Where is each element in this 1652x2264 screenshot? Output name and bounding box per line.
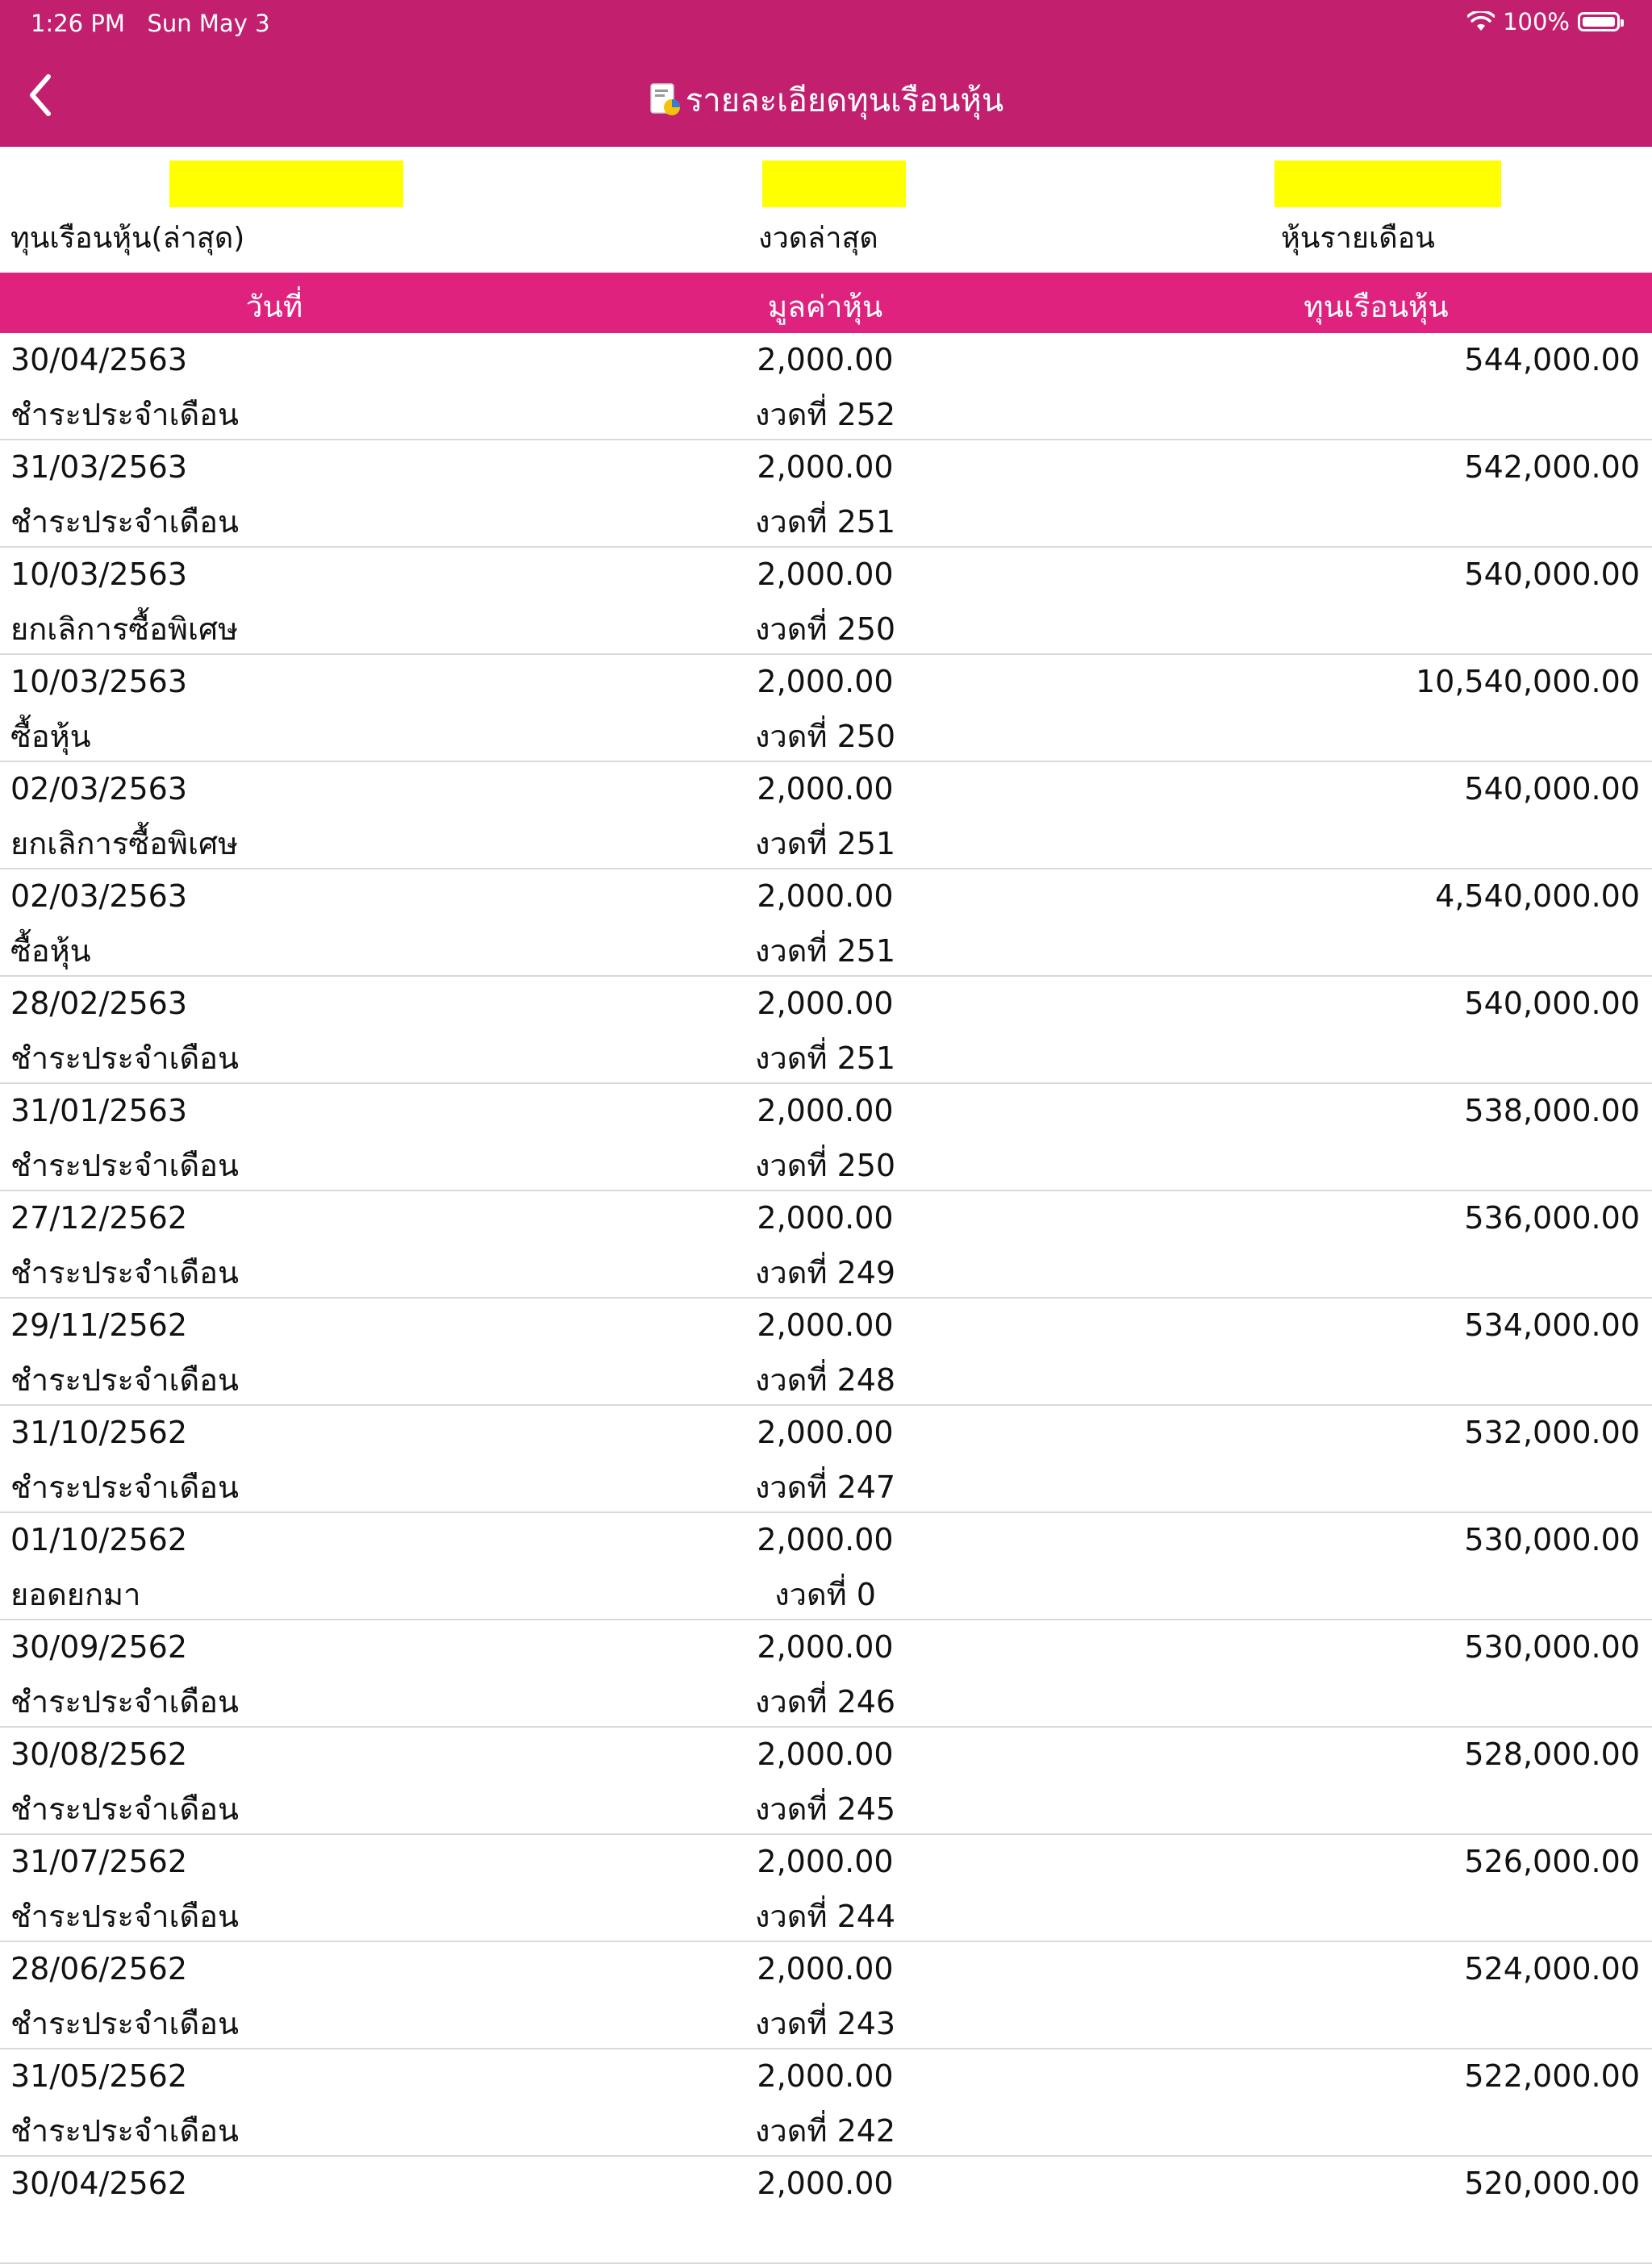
- table-row[interactable]: [0, 1942, 1652, 2049]
- row-balance: 532,000.00: [1464, 1415, 1640, 1450]
- row-share-value: 2,000.00: [757, 1737, 894, 1772]
- row-balance: 520,000.00: [1464, 2166, 1640, 2201]
- row-balance: 10,540,000.00: [1415, 664, 1640, 699]
- row-period: งวดที่ 251: [754, 933, 896, 969]
- row-date: 30/04/2563: [10, 342, 188, 377]
- status-date: Sun May 3: [147, 10, 270, 37]
- page-title-text: รายละเอียดทุนเรือนหุ้น: [685, 82, 1004, 119]
- table-row[interactable]: [0, 2049, 1652, 2157]
- row-share-value: 2,000.00: [757, 449, 894, 485]
- row-description: ยกเลิการซื้อพิเศษ: [10, 826, 239, 861]
- row-date: 30/09/2562: [10, 1629, 188, 1665]
- row-date: 01/10/2562: [10, 1522, 188, 1557]
- row-balance: 530,000.00: [1464, 1629, 1640, 1665]
- row-share-value: 2,000.00: [757, 1307, 894, 1343]
- status-time-date: [31, 10, 270, 37]
- navigation-bar: [0, 47, 1652, 147]
- table-row[interactable]: [0, 548, 1652, 655]
- table-row[interactable]: [0, 2157, 1652, 2264]
- row-description: ชำระประจำเดือน: [10, 1255, 239, 1290]
- latest-capital-label: ทุนเรือนหุ้น(ล่าสุด): [10, 222, 245, 255]
- wifi-icon: [1467, 11, 1495, 32]
- row-period: งวดที่ 249: [754, 1255, 896, 1290]
- row-description: ชำระประจำเดือน: [10, 1040, 239, 1076]
- row-description: ชำระประจำเดือน: [10, 2113, 239, 2149]
- row-share-value: 2,000.00: [757, 1522, 894, 1557]
- row-period: งวดที่ 246: [754, 1684, 896, 1720]
- table-header: [0, 273, 1652, 333]
- row-description: ซื้อหุ้น: [10, 719, 91, 754]
- row-share-value: 2,000.00: [757, 1093, 894, 1128]
- row-share-value: 2,000.00: [757, 771, 894, 807]
- row-balance: 526,000.00: [1464, 1844, 1640, 1879]
- row-date: 30/04/2562: [10, 2166, 188, 2201]
- row-description: ชำระประจำเดือน: [10, 504, 239, 540]
- table-row[interactable]: [0, 1406, 1652, 1513]
- row-description: ชำระประจำเดือน: [10, 1148, 239, 1183]
- row-period: งวดที่ 244: [754, 1899, 896, 1934]
- monthly-share-value-highlight: [1274, 161, 1501, 207]
- row-share-value: 2,000.00: [757, 2166, 894, 2201]
- row-date: 31/07/2562: [10, 1844, 188, 1879]
- row-period: งวดที่ 250: [754, 1148, 896, 1183]
- row-description: ชำระประจำเดือน: [10, 1684, 239, 1720]
- row-date: 31/01/2563: [10, 1093, 188, 1128]
- row-balance: 530,000.00: [1464, 1522, 1640, 1557]
- row-description: ยกเลิการซื้อพิเศษ: [10, 611, 239, 647]
- table-row[interactable]: [0, 1084, 1652, 1191]
- row-balance: 528,000.00: [1464, 1737, 1640, 1772]
- row-period: งวดที่ 0: [774, 1577, 876, 1612]
- row-period: งวดที่ 242: [754, 2113, 896, 2149]
- row-date: 02/03/2563: [10, 878, 188, 914]
- row-period: งวดที่ 250: [754, 611, 896, 647]
- row-date: 31/05/2562: [10, 2058, 188, 2094]
- monthly-share-label: หุ้นรายเดือน: [1281, 222, 1435, 255]
- row-balance: 522,000.00: [1464, 2058, 1640, 2094]
- row-share-value: 2,000.00: [757, 1629, 894, 1665]
- row-period: งวดที่ 243: [754, 2006, 896, 2041]
- table-row[interactable]: [0, 762, 1652, 869]
- row-date: 10/03/2563: [10, 557, 188, 592]
- status-bar: [0, 0, 1652, 47]
- row-balance: 4,540,000.00: [1435, 878, 1640, 914]
- table-row[interactable]: [0, 1513, 1652, 1620]
- row-balance: 540,000.00: [1464, 986, 1640, 1021]
- row-share-value: 2,000.00: [757, 664, 894, 699]
- row-description: ชำระประจำเดือน: [10, 1791, 239, 1827]
- row-description: ชำระประจำเดือน: [10, 1470, 239, 1505]
- latest-capital-value-highlight: [169, 161, 403, 207]
- row-date: 02/03/2563: [10, 771, 188, 807]
- row-period: งวดที่ 248: [754, 1362, 896, 1398]
- row-period: งวดที่ 247: [754, 1470, 896, 1505]
- row-period: งวดที่ 251: [754, 504, 896, 540]
- row-date: 10/03/2563: [10, 664, 188, 699]
- table-row[interactable]: [0, 1299, 1652, 1406]
- row-balance: 538,000.00: [1464, 1093, 1640, 1128]
- table-row[interactable]: [0, 1835, 1652, 1942]
- table-row[interactable]: [0, 869, 1652, 977]
- latest-period-value-highlight: [762, 161, 906, 207]
- row-balance: 542,000.00: [1464, 449, 1640, 485]
- status-time: 1:26 PM: [31, 10, 125, 37]
- column-header-share-capital: ทุนเรือนหุ้น: [1304, 290, 1449, 324]
- row-period: งวดที่ 245: [754, 1791, 896, 1827]
- row-share-value: 2,000.00: [757, 1951, 894, 1987]
- row-balance: 534,000.00: [1464, 1307, 1640, 1343]
- row-description: ชำระประจำเดือน: [10, 1362, 239, 1398]
- row-period: งวดที่ 252: [754, 397, 896, 432]
- row-date: 31/10/2562: [10, 1415, 188, 1450]
- table-row[interactable]: [0, 440, 1652, 548]
- row-share-value: 2,000.00: [757, 878, 894, 914]
- row-balance: 536,000.00: [1464, 1200, 1640, 1236]
- row-share-value: 2,000.00: [757, 986, 894, 1021]
- battery-icon: [1578, 12, 1620, 31]
- table-row[interactable]: [0, 655, 1652, 762]
- row-date: 28/06/2562: [10, 1951, 188, 1987]
- transaction-list[interactable]: [0, 333, 1652, 2264]
- row-share-value: 2,000.00: [757, 1844, 894, 1879]
- row-share-value: 2,000.00: [757, 342, 894, 377]
- row-share-value: 2,000.00: [757, 557, 894, 592]
- table-row[interactable]: [0, 977, 1652, 1084]
- row-date: 28/02/2563: [10, 986, 188, 1021]
- row-period: งวดที่ 251: [754, 1040, 896, 1076]
- table-row[interactable]: [0, 1728, 1652, 1835]
- row-share-value: 2,000.00: [757, 1415, 894, 1450]
- row-balance: 540,000.00: [1464, 557, 1640, 592]
- table-row[interactable]: [0, 1620, 1652, 1728]
- row-balance: 540,000.00: [1464, 771, 1640, 807]
- row-date: 31/03/2563: [10, 449, 188, 485]
- report-icon: [649, 82, 682, 118]
- row-description: ชำระประจำเดือน: [10, 2006, 239, 2041]
- column-header-date: วันที่: [245, 290, 303, 324]
- table-row[interactable]: [0, 333, 1652, 440]
- row-period: งวดที่ 251: [754, 826, 896, 861]
- row-balance: 544,000.00: [1464, 342, 1640, 377]
- latest-period-label: งวดล่าสุด: [758, 222, 878, 255]
- row-balance: 524,000.00: [1464, 1951, 1640, 1987]
- battery-percent: 100%: [1503, 8, 1570, 35]
- page-title: [0, 74, 1652, 126]
- table-row[interactable]: [0, 1191, 1652, 1299]
- row-description: ยอดยกมา: [10, 1577, 141, 1612]
- row-period: งวดที่ 250: [754, 719, 896, 754]
- row-description: ซื้อหุ้น: [10, 933, 91, 969]
- status-right: [1467, 8, 1620, 35]
- row-share-value: 2,000.00: [757, 2058, 894, 2094]
- row-description: ชำระประจำเดือน: [10, 1899, 239, 1934]
- row-share-value: 2,000.00: [757, 1200, 894, 1236]
- summary-panel: [0, 147, 1652, 273]
- row-description: ชำระประจำเดือน: [10, 397, 239, 432]
- column-header-share-value: มูลค่าหุ้น: [767, 290, 883, 324]
- row-date: 27/12/2562: [10, 1200, 188, 1236]
- row-date: 29/11/2562: [10, 1307, 188, 1343]
- row-date: 30/08/2562: [10, 1737, 188, 1772]
